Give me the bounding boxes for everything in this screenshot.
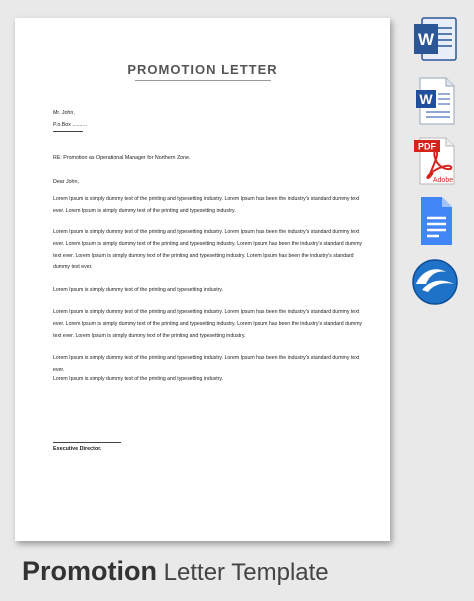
word-doc-icon[interactable] — [408, 74, 462, 128]
word-icon[interactable] — [408, 12, 462, 66]
svg-text:PDF: PDF — [418, 141, 436, 152]
google-docs-icon[interactable] — [408, 194, 462, 248]
body-paragraph-3: Lorem Ipsum is simply dummy text of the printing and typesetting industry. — [53, 287, 224, 293]
signature-line — [53, 442, 121, 443]
address-line-1: Mr. John, — [53, 110, 75, 116]
openoffice-icon[interactable] — [408, 254, 462, 308]
footer-caption-bold: Promotion — [22, 556, 157, 586]
footer-caption-light: Letter Template — [157, 559, 329, 586]
salutation: Dear John, — [53, 179, 79, 185]
body-paragraph-6: Lorem Ipsum is simply dummy text of the printing and typesetting industry. — [53, 376, 224, 382]
body-paragraph-1: Lorem Ipsum is simply dummy text of the printing and typesetting industry. Lorem Ipsum has been the industry's standard dummy text ever. Lorem Ipsum is simply dummy text of the printing and typesetting industry. — [53, 196, 360, 214]
pdf-adobe-icon[interactable] — [408, 134, 462, 188]
body-paragraph-5: Lorem Ipsum is simply dummy text of the printing and typesetting industry. Lorem Ipsum has been the industry's standard dummy text ever. — [53, 355, 360, 373]
svg-text:Adobe: Adobe — [432, 177, 454, 184]
svg-text:W: W — [417, 30, 435, 49]
title-underline — [135, 80, 271, 81]
signature-title: Executive Director. — [53, 446, 102, 452]
letter-document-page — [15, 18, 390, 541]
footer-caption — [22, 556, 329, 587]
address-line-2: P.o.Box .......... — [53, 122, 88, 128]
letter-title: PROMOTION LETTER — [127, 62, 278, 77]
re-subject-line: RE: Promotion as Operational Manager for Northern Zone. — [53, 155, 191, 161]
body-paragraph-2: Lorem Ipsum is simply dummy text of the printing and typesetting industry. Lorem Ipsum has been the industry's standard dummy text ever. Lorem Ipsum is simply dummy text of the printing and typesetting industry. Lorem Ipsum has been the industry's standard dummy text ever. Lorem Ipsum is simply dummy text of the printing and typesetting industry. Lorem Ipsum has been the industry's standard dummy text ever. — [53, 229, 363, 271]
body-paragraph-4: Lorem Ipsum is simply dummy text of the printing and typesetting industry. Lorem Ipsum has been the industry's standard dummy text ever. Lorem Ipsum is simply dummy text of the printing and typesetting industry. Lorem Ipsum has been the industry's standard dummy text ever. Lorem Ipsum is simply dummy text of the printing and typesetting industry. — [53, 309, 363, 339]
svg-text:W: W — [419, 91, 433, 107]
address-underline — [53, 131, 83, 132]
